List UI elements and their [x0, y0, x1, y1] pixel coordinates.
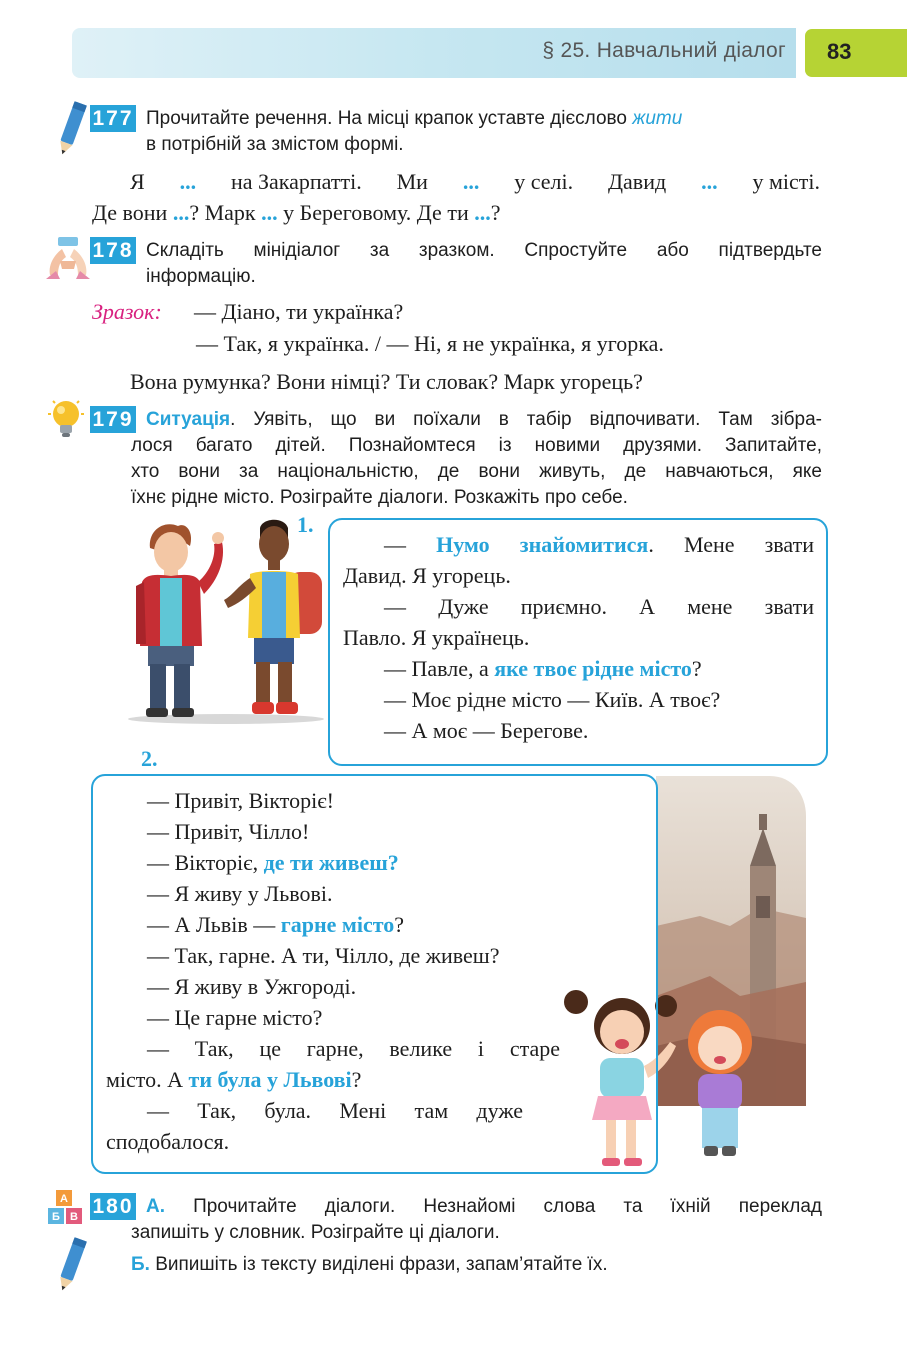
section-title: § 25. Навчальний діалог	[542, 39, 786, 62]
dialog-2-line1: — Привіт, Вікторіє!	[147, 788, 335, 813]
dialog-1-box	[328, 518, 828, 766]
dialog-2-line4: — Я живу у Львові.	[147, 881, 333, 906]
dialog-2-line10: місто. А ти була у Львові?	[106, 1067, 362, 1092]
dialog-2-line2: — Привіт, Чілло!	[147, 819, 310, 844]
pencil-icon	[54, 1234, 90, 1296]
dialog-1-line1: — Нумо знайомитися. Мене звати	[384, 532, 814, 557]
header-bar	[72, 28, 796, 78]
dialog-2-line8: — Це гарне місто?	[147, 1005, 323, 1030]
exercise-178-instruction-line1: Складіть мінідіалог за зразком. Спростуйте або підтвердьте	[146, 240, 822, 261]
exercise-180-a-line1: А. Прочитайте діалоги. Незнайомі слова та їхній переклад	[146, 1196, 822, 1217]
dialog-1-line5: — Павле, а яке твоє рідне місто?	[384, 656, 702, 681]
exercise-179-line1: Ситуація. Уявіть, що ви поїхали в табір відпочивати. Там зібра-	[146, 409, 822, 430]
exercise-number-178: 178	[90, 237, 136, 264]
dialog-1-line2: Давид. Я угорець.	[343, 563, 511, 588]
dialog-1-line4: Павло. Я українець.	[343, 625, 530, 650]
sample-label: Зразок:	[92, 299, 162, 324]
svg-text:A: A	[60, 1193, 68, 1205]
exercise-177-text-line1: Я ... на Закарпатті. Ми ... у селі. Давид ... у місті.	[130, 169, 820, 194]
situation-label: Ситуація	[146, 409, 231, 430]
dialog-2-label: 2.	[141, 746, 158, 771]
boys-illustration	[126, 516, 326, 724]
page-number: 83	[805, 29, 907, 77]
exercise-179-line2: лося багато дітей. Познайомтеся із новими друзями. Запитайте,	[131, 435, 822, 456]
verb-highlight: жити	[632, 108, 683, 129]
exercise-178-instruction-line2: інформацію.	[146, 266, 256, 287]
dialog-1-line6: — Моє рідне місто — Київ. А твоє?	[384, 687, 721, 712]
exercise-180-a-line2: запишіть у словник. Розіграйте ці діалоги.	[131, 1222, 500, 1243]
exercise-177-instruction: Прочитайте речення. На місці крапок уставте дієслово жити в потрібній за змістом формі.	[146, 108, 683, 155]
sample-answer: — Так, я українка. / — Ні, я не українка, я угорка.	[196, 331, 664, 356]
dialog-1-line7: — А моє — Берегове.	[384, 718, 589, 743]
part-b-label: Б.	[131, 1254, 150, 1275]
handshake-icon	[44, 235, 92, 281]
pencil-icon	[54, 98, 90, 160]
exercise-180-b: Б. Випишіть із тексту виділені фрази, запам’ятайте їх.	[131, 1254, 608, 1275]
exercise-178-tasks: Вона румунка? Вони німці? Ти словак? Марк угорець?	[130, 369, 643, 394]
dialog-2-line3: — Вікторіє, де ти живеш?	[147, 850, 399, 875]
dialog-2-line11: — Так, була. Мені там дуже	[147, 1098, 523, 1123]
dialog-2-box	[91, 774, 658, 1174]
dialog-2-line6: — Так, гарне. А ти, Чілло, де живеш?	[147, 943, 500, 968]
exercise-number-179: 179	[90, 406, 136, 433]
abc-blocks-icon	[46, 1188, 90, 1230]
dialog-2-line5: — А Львів — гарне місто?	[147, 912, 405, 937]
exercise-number-180: 180	[90, 1193, 136, 1220]
dialog-1-label: 1.	[297, 512, 314, 537]
exercise-179-line3: хто вони за національністю, де вони живуть, де навчаються, яке	[131, 461, 822, 482]
lightbulb-icon	[46, 397, 86, 441]
exercise-179-line4: їхнє рідне місто. Розіграйте діалоги. Розкажіть про себе.	[131, 487, 628, 508]
exercise-177-text-line2: Де вони ...? Марк ... у Береговому. Де ти ...?	[92, 200, 501, 225]
sample-question: — Діано, ти українка?	[194, 299, 404, 324]
dialog-1-line3: — Дуже приємно. А мене звати	[384, 594, 814, 619]
part-a-label: А.	[146, 1196, 165, 1217]
dialog-2-line12: сподобалося.	[106, 1129, 230, 1154]
exercise-number-177: 177	[90, 105, 136, 132]
svg-text:В: В	[70, 1211, 78, 1223]
dialog-2-line7: — Я живу в Ужгороді.	[147, 974, 357, 999]
svg-text:Б: Б	[52, 1211, 60, 1223]
dialog-2-line9: — Так, це гарне, велике і старе	[147, 1036, 560, 1061]
